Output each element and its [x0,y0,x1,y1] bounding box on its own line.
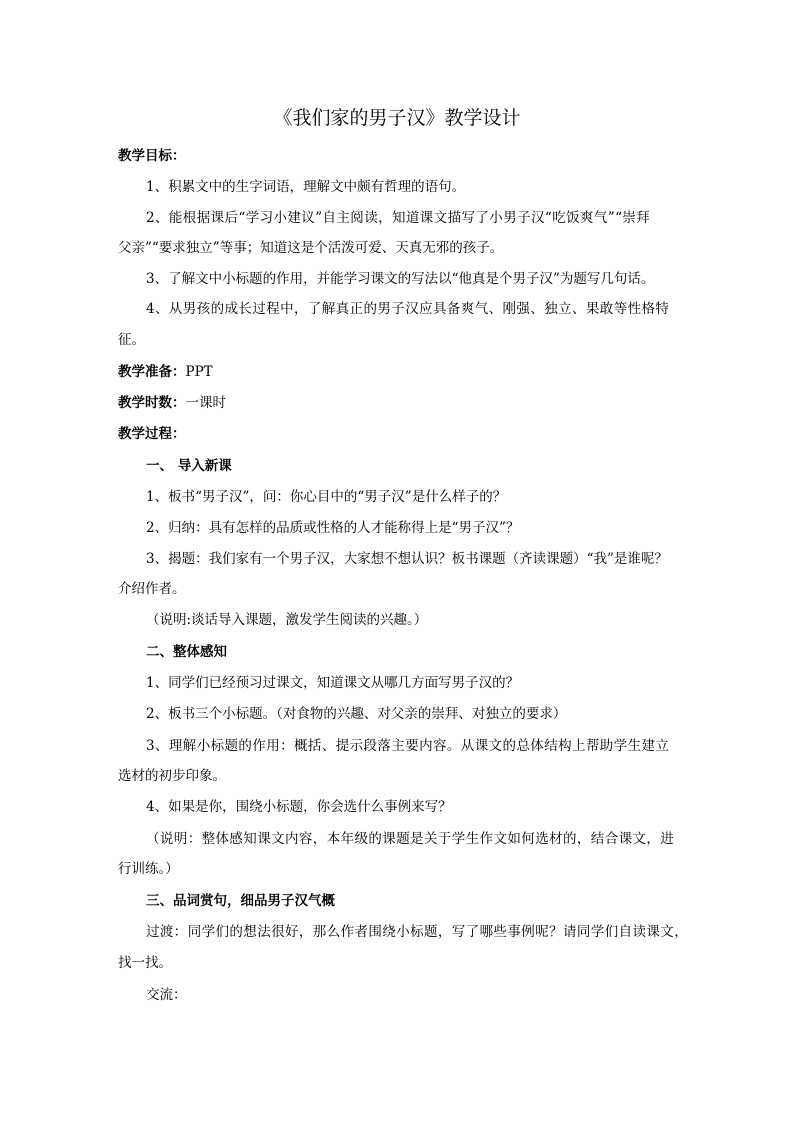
section-2-line-3: 3、理解小标题的作用：概括、提示段落主要内容。从课文的总体结构上帮助学生建立 [146,738,670,754]
objectives-heading: 教学目标： [118,148,186,164]
objective-1: 1、积累文中的生字词语，理解文中颇有哲理的语句。 [146,179,466,195]
section-3-line-1: 过渡：同学们的想法很好，那么作者围绕小标题，写了哪些事例呢？请同学们自读课文， [146,924,689,940]
section-1-note: （说明:谈话导入课题，激发学生阅读的兴趣。） [146,612,428,628]
prep-label: 教学准备： [118,364,186,380]
document-title: 《我们家的男子汉》教学设计 [273,107,521,129]
section-2-heading: 二、整体感知 [146,644,227,660]
objective-2-part-1: 2、能根据课后“学习小建议”自主阅读，知道课文描写了小男子汉“吃饭爽气”“崇拜 [146,210,651,226]
hours-label: 教学时数： [118,395,186,411]
teaching-hours [118,393,678,413]
objective-2-part-2: 父亲”“要求独立”等事；知道这是个活泼可爱、天真无邪的孩子。 [118,240,504,256]
section-1-heading: 一、 导入新课 [146,458,232,474]
section-3-line-3: 交流： [146,987,187,1003]
section-3-heading: 三、品词赏句，细品男子汉气概 [146,893,335,909]
objective-3: 3、了解文中小标题的作用，并能学习课文的写法以“他真是个男子汉”为题写几句话。 [146,271,655,287]
hours-value: 一课时 [185,395,226,411]
section-2-note-part-1: （说明：整体感知课文内容，本年级的课题是关于学生作文如何选材的，结合课文，进 [146,831,675,847]
section-1-line-1: 1、板书“男子汉”，问：你心目中的“男子汉”是什么样子的？ [146,489,507,505]
section-3-line-2: 找一找。 [118,955,172,971]
section-2-note-part-2: 行训练。） [118,861,179,877]
objective-4-part-2: 征。 [118,332,145,348]
objective-4-part-1: 4、从男孩的成长过程中，了解真正的男子汉应具备爽气、刚强、独立、果敢等性格特 [146,301,670,317]
section-1-line-2: 2、归纳：具有怎样的品质或性格的人才能称得上是“男子汉”？ [146,520,520,536]
prep-value: PPT [185,364,213,380]
section-2-line-1: 1、同学们已经预习过课文，知道课文从哪几方面写男子汉的？ [146,675,520,691]
section-2-line-4: 选材的初步印象。 [118,768,226,784]
section-1-line-4: 介绍作者。 [118,581,186,597]
process-heading: 教学过程： [118,426,186,442]
section-2-line-2: 2、板书三个小标题。（对食物的兴趣、对父亲的崇拜、对独立的要求） [146,706,567,722]
section-2-line-5: 4、如果是你，围绕小标题，你会选什么事例来写？ [146,799,452,815]
section-1-line-3: 3、揭题：我们家有一个男子汉，大家想不想认识？板书课题（齐读课题）“我”是谁呢？ [146,551,668,567]
teaching-prep [118,362,678,382]
